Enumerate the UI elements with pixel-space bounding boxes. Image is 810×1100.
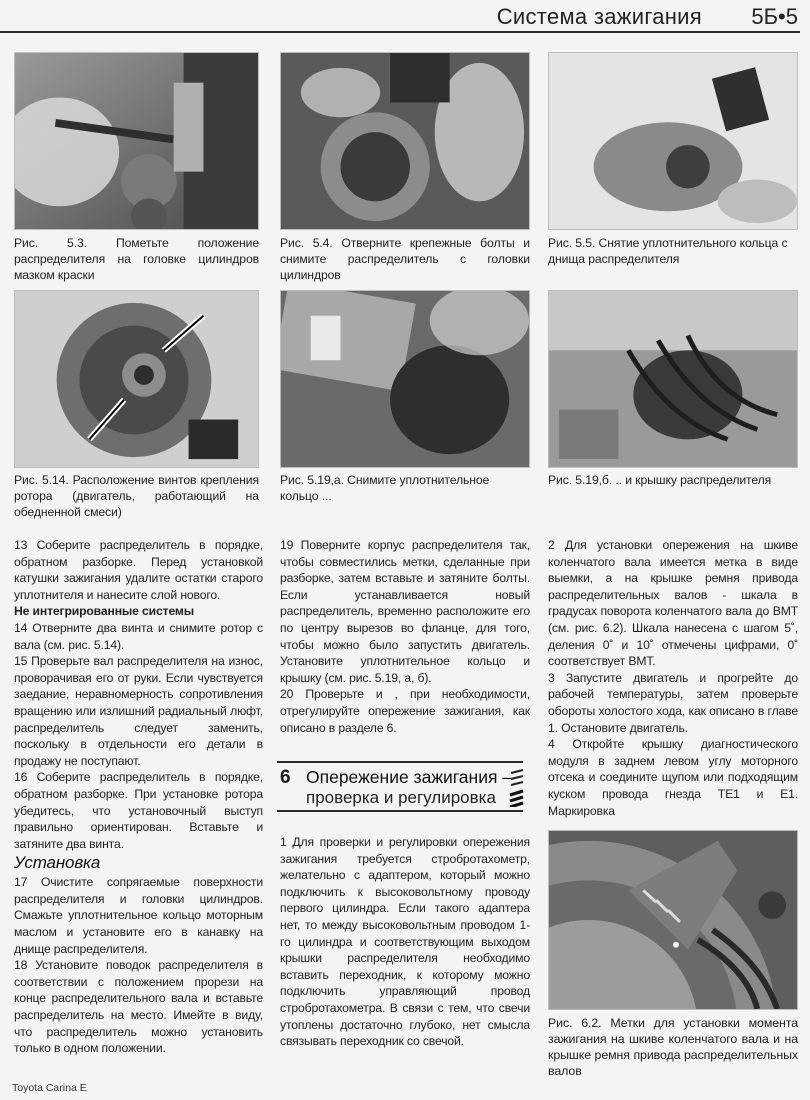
paragraph-s2: 2 Для установки опережения на шкиве коленчатого вала имеется метка в виде выемки, а на крышке ремня привода распределительных валов - шкала в градусах поворота коленчатого вала до ВМТ (см. рис. 6.2). Шкала нанесена с шагом 5˚, деления 0˚ и 10˚ отмечены цифрами, 0˚ соответствует ВМТ. (548, 538, 798, 669)
wrench-icon (507, 767, 527, 807)
header-divider (0, 31, 800, 33)
footer-book-title: Toyota Carina E (12, 1082, 87, 1094)
paragraph-s3: 3 Запустите двигатель и прогрейте до рабочей температуры, затем проверьте обороты холостого хода, как описано в главе 1. Остановите двигатель. (548, 670, 798, 735)
paragraph-14: 14 Отверните два винта и снимите ротор с вала (см. рис. 5.14). (14, 620, 263, 652)
caption-fig-5-4: Рис. 5.4. Отверните крепежные болты и снимите распределитель с головки цилиндров (280, 236, 530, 282)
caption-fig-5-19b: Рис. 5.19,б. .. и крышку распределителя (548, 473, 772, 487)
photo-fig-5-19b (548, 290, 798, 468)
paragraph-s1: 1 Для проверки и регулировки опережения зажигания требуется стробротахометр, желательно с адаптером, который можно подключить к высоковольтному проводу первого цилиндра. Если такого адаптера нет, то между высоковольтным проводом 1-го цилиндра и соответствующим выходом крышки распределителя необходимо вставить переходник, к которому можно подключить управляющий провод стробротахометра. В связи с тем, что свечи утоплены достаточно глубоко, нет смысла связывать переходник со свечой. (280, 835, 530, 1049)
paragraph-20: 20 Проверьте и , при необходимости, отрегулируйте опережение зажигания, как описано в разделе 6. (280, 687, 530, 735)
section-6-heading (277, 761, 533, 821)
caption-fig-5-19a: Рис. 5.19,а. Снимите уплотнительное кольцо ... (280, 473, 490, 503)
photo-fig-5-14 (14, 290, 259, 468)
column-2 (280, 537, 530, 736)
column-3 (548, 537, 798, 819)
caption-fig-5-3: Рис. 5.3. Пометьте положение распределителя на головке цилиндров мазком краски (14, 236, 259, 282)
page-header (0, 0, 810, 33)
section-number: 6 (280, 767, 291, 788)
photo-fig-5-4 (280, 52, 530, 230)
paragraph-16: 16 Соберите распределитель в порядке, обратном разборке. При установке ротора убедитесь, что установочный выступ правильно ориентирован. Вставьте и затяните два винта. (14, 770, 263, 851)
caption-fig-5-14: Рис. 5.14. Расположение винтов крепления ротора (двигатель, работающий на обедненной смеси) (14, 473, 259, 519)
caption-fig-5-5: Рис. 5.5. Снятие уплотнительного кольца с днища распределителя (548, 236, 788, 266)
photo-fig-5-3 (14, 52, 259, 230)
column-1 (14, 537, 263, 1057)
section-divider-bottom (277, 810, 523, 812)
paragraph-18: 18 Установите поводок распределителя в соответствии с положением прорези на конце распределительного вала и вставьте распределитель на место. Имейте в виду, что распределитель можно установить только в одном положении. (14, 958, 263, 1056)
page-number: 5Б•5 (751, 4, 798, 29)
section-divider-top (277, 761, 523, 763)
paragraph-15: 15 Проверьте вал распределителя на износ, проворачивая его от руки. Если чувствуется заедание, неравномерность сопротивления вращению или излишний радиальный люфт, распределитель следует заменить, поскольку в отдельности его детали в продажу не поступают. (14, 654, 263, 768)
section-subtitle: проверка и регулировка (306, 788, 496, 807)
subheading-non-integrated: Не интегрированные системы (14, 604, 195, 619)
subheading-installation: Установка (14, 853, 101, 873)
section-6-text (280, 834, 530, 1050)
section-title: Опережение зажигания – (306, 767, 513, 787)
paragraph-19: 19 Поверните корпус распределителя так, чтобы совместились метки, сделанные при разборке, затем вставьте и затяните болты. Если устанавливается новый распределитель, временно расположите его по центру вырезов во фланце, для того, чтобы можно было запустить двигатель. Установите уплотнительное кольцо и крышку (см. рис. 5.19, а, б). (280, 538, 530, 685)
photo-fig-6-2 (548, 830, 798, 1010)
photo-fig-5-19a (280, 290, 530, 468)
paragraph-17: 17 Очистите сопрягаемые поверхности распределителя и головки цилиндров. Смажьте уплотнительное кольцо моторным маслом и установите его в канавку на днище распределителя. (14, 875, 263, 956)
photo-fig-5-5 (548, 52, 798, 230)
paragraph-13: 13 Соберите распределитель в порядке, обратном разборке. Перед установкой катушки зажигания удалите остатки старого уплотнителя и нанесите слой нового. (14, 538, 263, 602)
chapter-title: Система зажигания (496, 4, 702, 29)
caption-fig-6-2: Рис. 6.2. Метки для установки момента зажигания на шкиве коленчатого вала и на крышке ремня привода распределительных валов (548, 1016, 798, 1078)
paragraph-s4: 4 Откройте крышку диагностического модуля в заднем левом углу моторного отсека и соедините щупом или подходящим куском провода гнезда ТЕ1 и Е1. Маркировка (548, 737, 798, 818)
